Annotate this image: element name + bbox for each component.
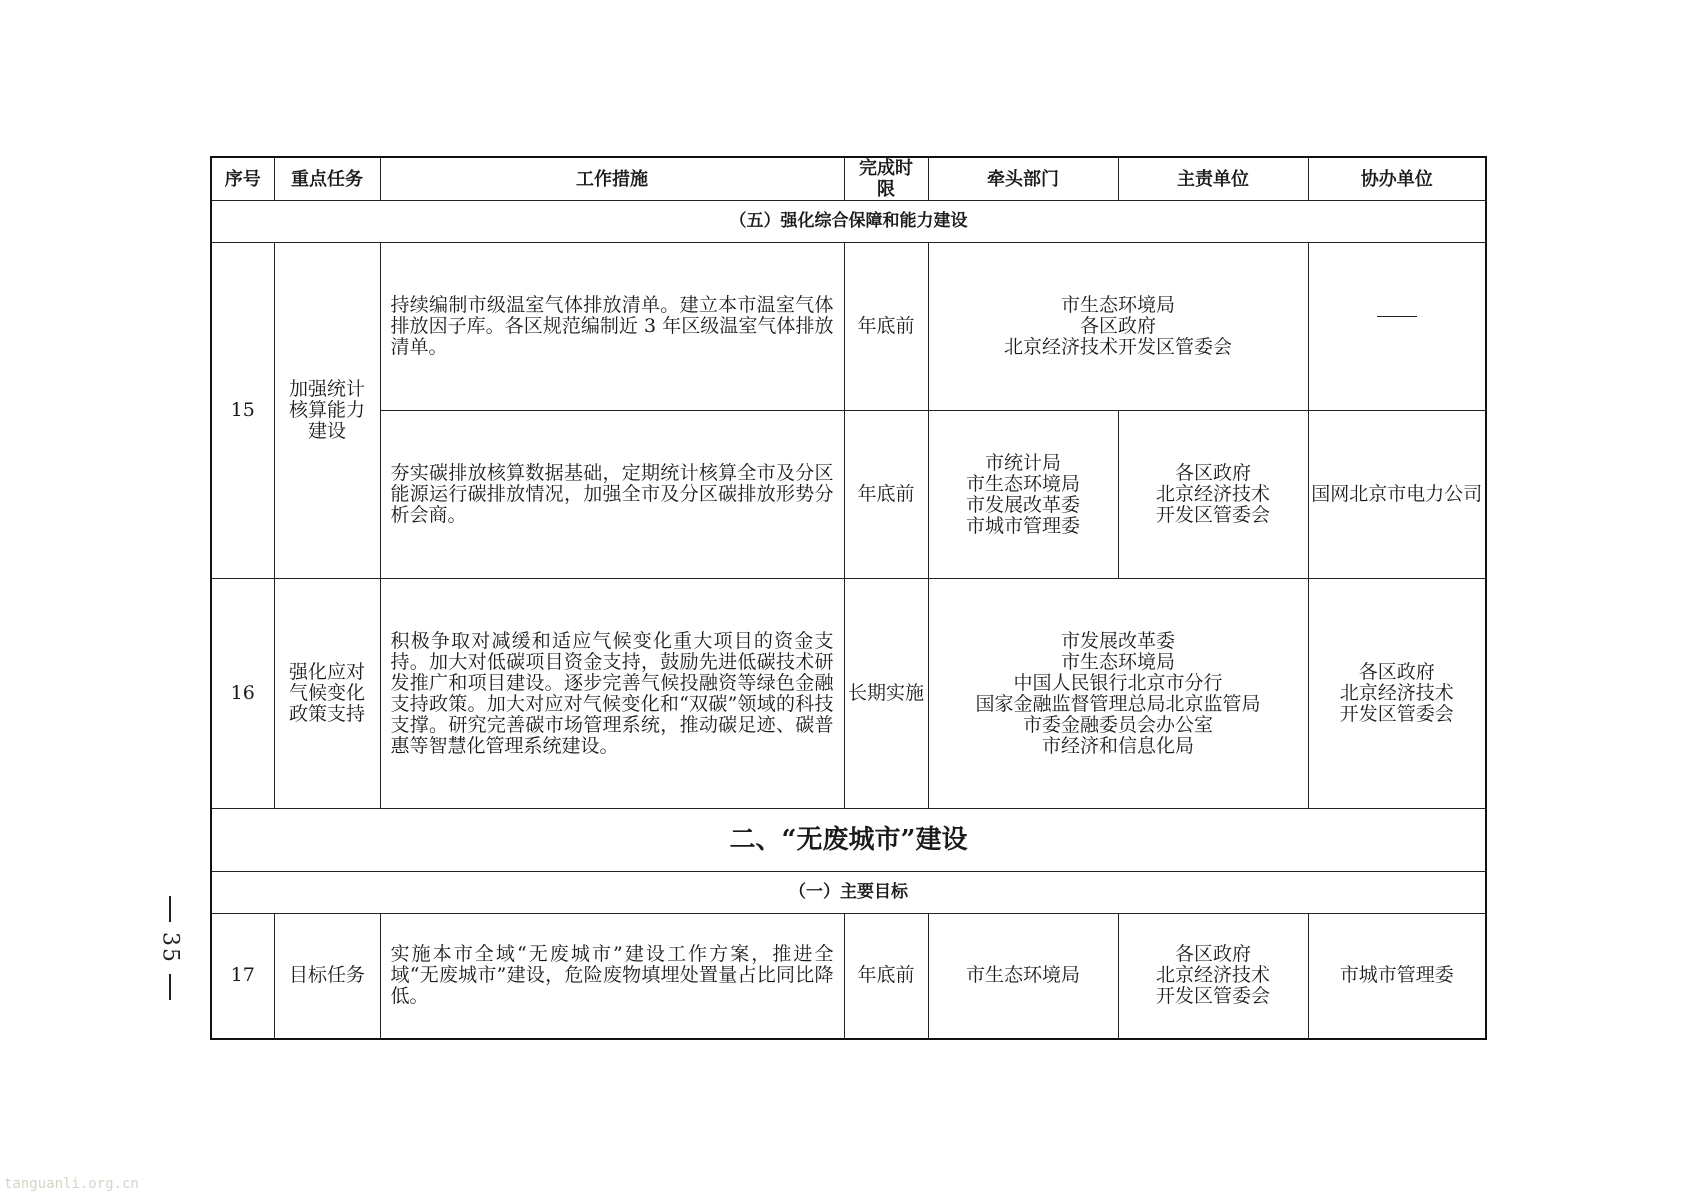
section-row [211,872,1486,914]
main-unit: 各区政府 [1174,462,1251,484]
row-measure: 实施本市全域“无废城市”建设工作方案，推进全域“无废城市”建设，危险废物填埋处置量占比同比降低。 [380,914,844,1039]
page-number-rule [169,896,171,922]
page-number-text: 35 [157,932,183,964]
row-assist [1308,243,1486,411]
row-assist [1308,579,1486,809]
section-heading: 二、“无废城市”建设 [211,809,1486,872]
header-main: 主责单位 [1118,157,1308,201]
table-row [211,579,1486,809]
row-assist: 市城市管理委 [1308,914,1486,1039]
row-main [1118,914,1308,1039]
header-task: 重点任务 [274,157,380,201]
lead-unit: 市委金融委员会办公室 [1022,713,1213,736]
lead-unit: 市发展改革委 [965,493,1080,516]
lead-unit: 市发展改革委 [1060,629,1175,652]
lead-unit: 北京经济技术开发区管委会 [1003,336,1232,358]
row-seq: 15 [211,243,274,579]
assist-unit: 北京经济技术 [1339,682,1454,704]
table-row [211,243,1486,411]
header-lead: 牵头部门 [928,157,1118,201]
row-task: 加强统计核算能力建设 [274,243,380,579]
row-measure: 夯实碳排放核算数据基础，定期统计核算全市及分区能源运行碳排放情况，加强全市及分区碳排放形势分析会商。 [380,411,844,579]
section-row [211,809,1486,872]
header-seq: 序号 [211,157,274,201]
row-lead [928,411,1118,579]
row-seq: 17 [211,914,274,1039]
assist-unit: 各区政府 [1358,661,1435,683]
lead-unit: 市生态环境局 [1060,294,1175,316]
row-measure: 持续编制市级温室气体排放清单。建立本市温室气体排放因子库。各区规范编制近 3 年区级温室气体排放清单。 [380,243,844,411]
section-title: （一）主要目标 [211,872,1486,914]
lead-unit: 市经济和信息化局 [1041,734,1194,757]
work-plan-table [210,156,1487,1040]
header-deadline: 完成时限 [844,157,928,201]
row-lead-main [928,579,1308,809]
watermark: tanguanli.org.cn [4,1176,139,1192]
lead-unit: 中国人民银行北京市分行 [1013,671,1223,694]
lead-unit: 市生态环境局 [965,472,1080,495]
header-row [211,157,1486,201]
row-seq: 16 [211,579,274,809]
lead-unit: 市统计局 [984,451,1061,474]
main-unit: 北京经济技术 [1155,483,1270,505]
main-unit: 各区政府 [1174,943,1251,966]
table-row [211,914,1486,1039]
row-deadline: 年底前 [844,914,928,1039]
dash-placeholder [1377,316,1417,338]
main-unit: 开发区管委会 [1155,504,1270,526]
page-number [150,878,190,1018]
row-task: 强化应对气候变化政策支持 [274,579,380,809]
section-title: （五）强化综合保障和能力建设 [211,201,1486,243]
row-deadline: 年底前 [844,243,928,411]
section-row [211,201,1486,243]
row-deadline: 年底前 [844,411,928,579]
lead-unit: 市生态环境局 [1060,650,1175,673]
lead-unit: 各区政府 [1079,315,1156,337]
row-measure: 积极争取对减缓和适应气候变化重大项目的资金支持。加大对低碳项目资金支持，鼓励先进低碳技术研发推广和项目建设。逐步完善气候投融资等绿色金融支持政策。加大对应对气候变化和“双碳”领域的科技支撑。研究完善碳市场管理系统，推动碳足迹、碳普惠等智慧化管理系统建设。 [380,579,844,809]
lead-unit: 市城市管理委 [965,514,1080,537]
assist-unit: 开发区管委会 [1339,703,1454,725]
table-row [211,411,1486,579]
row-lead: 市生态环境局 [928,914,1118,1039]
main-unit: 北京经济技术 [1155,964,1270,987]
page-number-rule [169,974,171,1000]
lead-unit: 国家金融监督管理总局北京监管局 [975,692,1261,715]
row-lead-main [928,243,1308,411]
header-assist: 协办单位 [1308,157,1486,201]
main-unit: 开发区管委会 [1155,985,1270,1008]
row-task: 目标任务 [274,914,380,1039]
header-measure: 工作措施 [380,157,844,201]
row-deadline: 长期实施 [844,579,928,809]
row-main [1118,411,1308,579]
row-assist: 国网北京市电力公司 [1308,411,1486,579]
